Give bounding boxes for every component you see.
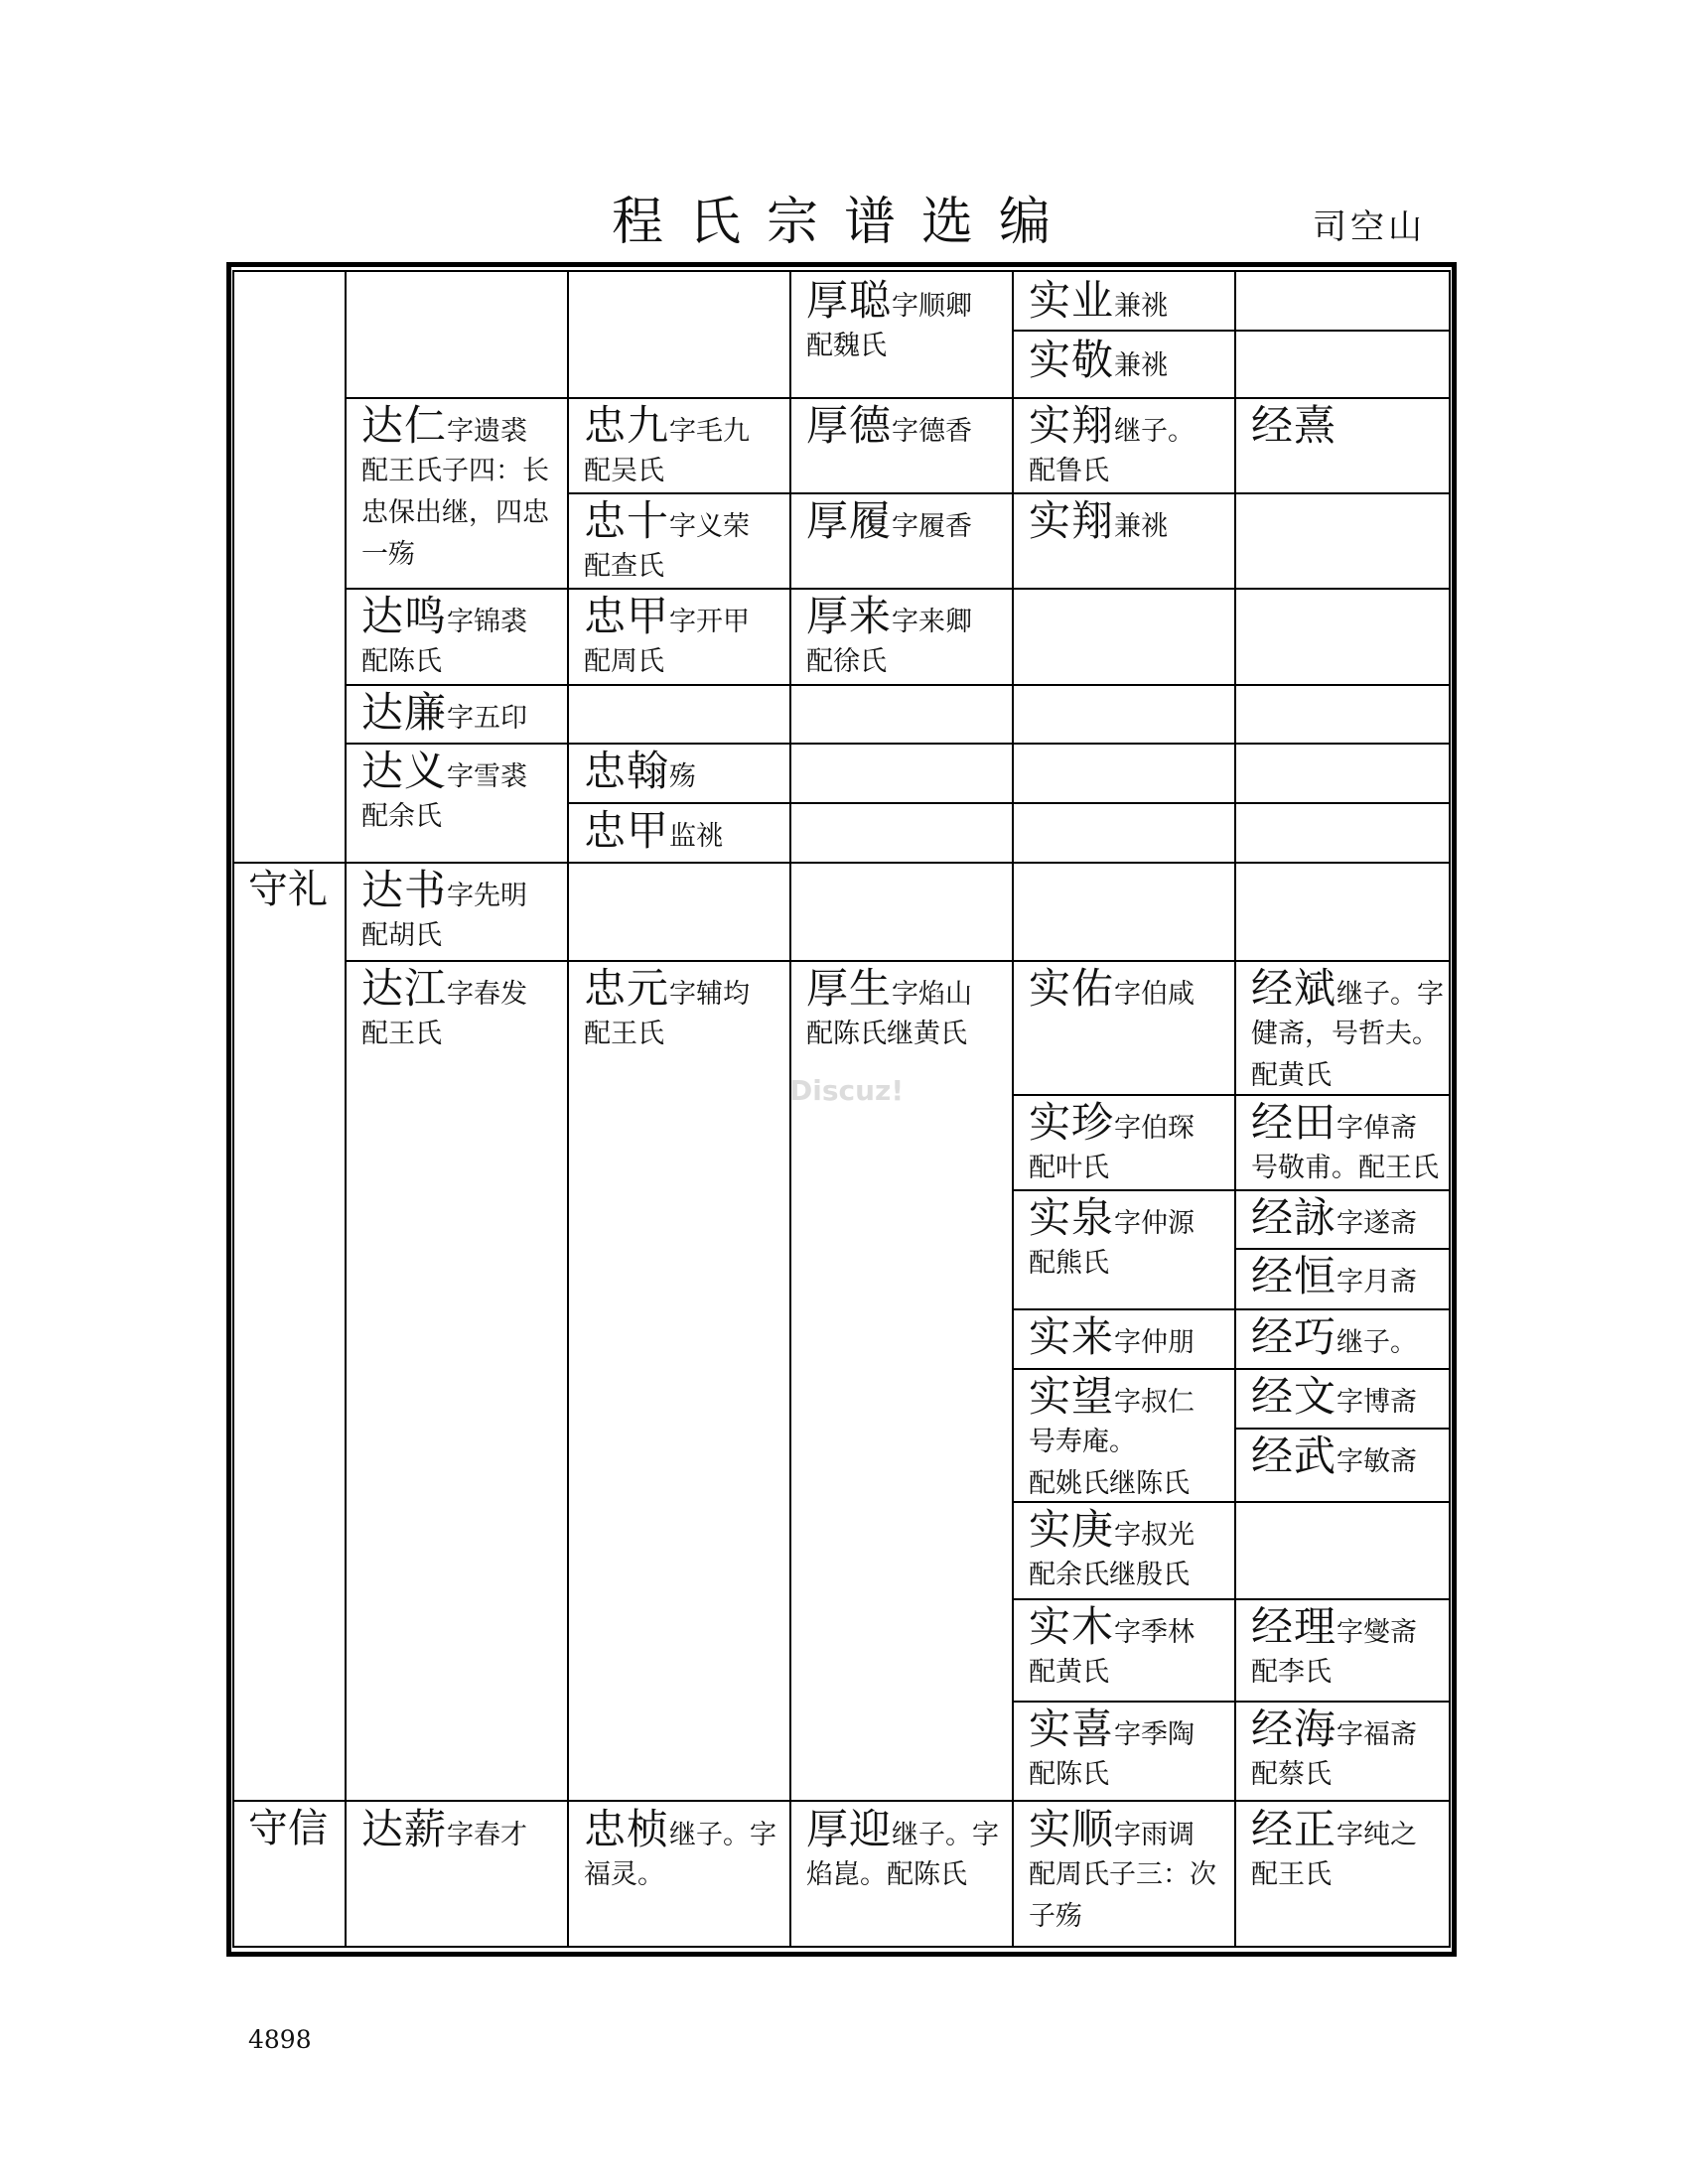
person-note: 字先明 xyxy=(447,881,528,911)
person-name: 守信 xyxy=(248,1806,328,1851)
person-note: 字燮斋 xyxy=(1336,1617,1418,1648)
person-detail: 配王氏 xyxy=(584,1019,664,1050)
person-detail: 配黄氏 xyxy=(1029,1657,1109,1689)
person-name: 忠桢 xyxy=(584,1805,670,1853)
person-name: 厚履 xyxy=(806,496,893,545)
col-divider xyxy=(567,271,569,1947)
person-entry xyxy=(361,866,527,957)
person-note: 字履香 xyxy=(892,511,973,542)
person-entry xyxy=(1029,1805,1216,1938)
person-note: 字福斋 xyxy=(1336,1719,1418,1750)
person-detail: 配王氏 xyxy=(361,1019,442,1050)
person-note: 继子。字 xyxy=(669,1820,777,1850)
person-note: 字月斋 xyxy=(1336,1267,1418,1297)
person-detail: 配熊氏 xyxy=(1029,1248,1109,1280)
person-name: 忠翰 xyxy=(584,747,670,795)
col-divider xyxy=(345,271,347,1947)
person-note: 字毛九 xyxy=(669,416,751,447)
row-divider xyxy=(346,588,1450,590)
person-entry xyxy=(584,401,750,492)
person-note: 字五印 xyxy=(447,703,528,734)
person-detail: 一殇 xyxy=(361,539,415,571)
person-detail: 配余氏 xyxy=(361,801,442,833)
person-note: 兼祧 xyxy=(1114,511,1169,542)
person-entry xyxy=(1251,1252,1417,1301)
person-entry xyxy=(361,1805,527,1854)
person-name: 实佑 xyxy=(1029,964,1115,1013)
person-entry xyxy=(584,964,750,1055)
person-entry xyxy=(1029,1705,1195,1796)
person-detail: 配王氏子四：长 xyxy=(361,456,549,487)
person-note: 字叔光 xyxy=(1114,1520,1196,1551)
person-note: 字义荣 xyxy=(669,511,751,542)
person-note: 继子。字 xyxy=(1336,979,1445,1010)
person-entry xyxy=(1251,1805,1417,1896)
person-entry xyxy=(584,592,750,683)
person-name: 忠元 xyxy=(584,964,670,1013)
person-note: 字季陶 xyxy=(1114,1719,1196,1750)
person-detail: 配吴氏 xyxy=(584,456,664,487)
person-note: 字仲源 xyxy=(1114,1208,1196,1239)
person-name: 厚聪 xyxy=(806,276,893,325)
person-detail: 配姚氏继陈氏 xyxy=(1029,1468,1190,1500)
person-entry xyxy=(1029,964,1195,1014)
person-entry xyxy=(1251,1705,1417,1796)
person-note: 字德香 xyxy=(892,416,973,447)
row-divider xyxy=(1235,1248,1450,1250)
person-name: 实木 xyxy=(1029,1602,1115,1651)
person-entry xyxy=(1029,1372,1195,1505)
person-entry xyxy=(1029,1193,1195,1285)
person-note: 字春才 xyxy=(447,1820,528,1850)
person-entry xyxy=(806,592,972,683)
person-name: 厚德 xyxy=(806,401,893,450)
person-entry xyxy=(1251,401,1336,451)
watermark: Discuz! xyxy=(789,1074,905,1107)
gen1-entry xyxy=(248,1805,328,1852)
person-entry xyxy=(1029,336,1168,385)
col-divider xyxy=(789,271,791,1947)
person-entry xyxy=(361,592,527,683)
person-detail: 配王氏 xyxy=(1251,1859,1332,1891)
person-entry xyxy=(1029,496,1168,546)
person-name: 厚生 xyxy=(806,964,893,1013)
person-note: 字纯之 xyxy=(1336,1820,1418,1850)
person-name: 忠九 xyxy=(584,401,670,450)
person-name: 经文 xyxy=(1251,1372,1337,1421)
person-detail: 配余氏继殷氏 xyxy=(1029,1560,1190,1591)
person-name: 经海 xyxy=(1251,1705,1337,1753)
row-divider xyxy=(1013,1308,1450,1310)
person-entry xyxy=(1251,1312,1417,1362)
person-detail: 配陈氏继黄氏 xyxy=(806,1019,967,1050)
person-entry xyxy=(1251,964,1444,1097)
col-divider xyxy=(1234,271,1236,1947)
person-name: 忠甲 xyxy=(584,592,670,640)
person-entry xyxy=(584,496,750,588)
person-entry xyxy=(1251,1193,1417,1243)
person-note: 继子。字 xyxy=(892,1820,1000,1850)
person-note: 字辅均 xyxy=(669,979,751,1010)
person-name: 实庚 xyxy=(1029,1505,1115,1554)
person-note: 字叔仁 xyxy=(1114,1387,1196,1418)
person-entry xyxy=(806,1805,999,1896)
person-note: 字遂斋 xyxy=(1336,1208,1418,1239)
person-entry xyxy=(361,401,549,576)
person-name: 经恒 xyxy=(1251,1252,1337,1300)
person-entry xyxy=(1251,1602,1417,1694)
person-name: 实泉 xyxy=(1029,1193,1115,1242)
person-name: 实翔 xyxy=(1029,496,1115,545)
person-detail: 配鲁氏 xyxy=(1029,456,1109,487)
person-entry xyxy=(806,401,972,451)
person-name: 实来 xyxy=(1029,1312,1115,1361)
row-divider xyxy=(1013,1368,1450,1370)
person-entry xyxy=(1029,1098,1195,1189)
person-detail: 健斋，号哲夫。 xyxy=(1251,1019,1439,1050)
person-detail: 配陈氏 xyxy=(361,646,442,678)
row-divider xyxy=(346,960,1450,962)
person-note: 继子。 xyxy=(1114,416,1196,447)
person-note: 字雨调 xyxy=(1114,1820,1196,1850)
person-entry xyxy=(806,496,972,546)
person-note: 字伯咸 xyxy=(1114,979,1196,1010)
person-detail: 号敬甫。配王氏 xyxy=(1251,1153,1439,1184)
person-name: 经熹 xyxy=(1251,401,1337,450)
person-entry xyxy=(1251,1432,1417,1481)
person-name: 实翔 xyxy=(1029,401,1115,450)
person-note: 字敏斋 xyxy=(1336,1446,1418,1477)
person-name: 达义 xyxy=(361,747,448,795)
person-detail: 配徐氏 xyxy=(806,646,887,678)
person-note: 字伯琛 xyxy=(1114,1113,1196,1144)
person-entry xyxy=(1029,401,1195,492)
person-name: 厚来 xyxy=(806,592,893,640)
person-name: 经武 xyxy=(1251,1432,1337,1480)
person-detail: 配周氏子三：次 xyxy=(1029,1859,1216,1891)
gen1-entry xyxy=(248,866,328,913)
person-entry xyxy=(361,747,527,838)
row-divider xyxy=(1013,1598,1450,1600)
person-entry xyxy=(584,806,723,856)
row-divider xyxy=(233,862,1450,864)
person-entry xyxy=(806,276,972,367)
person-detail: 配陈氏 xyxy=(1029,1759,1109,1791)
person-entry xyxy=(1029,1505,1195,1596)
person-entry xyxy=(584,1805,776,1896)
person-detail: 配魏氏 xyxy=(806,331,887,362)
person-name: 实敬 xyxy=(1029,336,1115,384)
person-detail: 配黄氏 xyxy=(1251,1060,1332,1092)
person-name: 忠甲 xyxy=(584,806,670,855)
person-name: 达廉 xyxy=(361,688,448,737)
person-name: 厚迎 xyxy=(806,1805,893,1853)
person-detail: 配蔡氏 xyxy=(1251,1759,1332,1791)
page-title: 程氏宗谱选编 xyxy=(611,193,1076,252)
row-divider xyxy=(568,802,1450,804)
person-note: 字开甲 xyxy=(669,607,751,637)
person-detail: 子殇 xyxy=(1029,1901,1082,1933)
person-entry xyxy=(1029,1602,1195,1694)
person-note: 字遗裘 xyxy=(447,416,528,447)
person-name: 达薪 xyxy=(361,1805,448,1853)
person-note: 监祧 xyxy=(669,821,724,852)
person-name: 经詠 xyxy=(1251,1193,1337,1242)
person-note: 字顺卿 xyxy=(892,291,973,322)
person-note: 字仲朋 xyxy=(1114,1327,1196,1358)
person-name: 忠十 xyxy=(584,496,670,545)
row-divider xyxy=(1013,330,1450,332)
person-name: 守礼 xyxy=(248,867,328,912)
person-note: 字焰山 xyxy=(892,979,973,1010)
person-name: 实顺 xyxy=(1029,1805,1115,1853)
person-name: 达江 xyxy=(361,964,448,1013)
person-entry xyxy=(584,747,696,796)
person-name: 达书 xyxy=(361,866,448,914)
person-entry xyxy=(1029,276,1168,326)
person-name: 实喜 xyxy=(1029,1705,1115,1753)
person-detail: 忠保出继，四忠 xyxy=(361,497,549,529)
row-divider xyxy=(346,684,1450,686)
col-divider xyxy=(1012,271,1014,1947)
person-note: 继子。 xyxy=(1336,1327,1418,1358)
person-name: 实业 xyxy=(1029,276,1115,325)
person-name: 实珍 xyxy=(1029,1098,1115,1147)
person-detail: 福灵。 xyxy=(584,1859,664,1891)
person-name: 经巧 xyxy=(1251,1312,1337,1361)
person-entry xyxy=(806,964,972,1055)
region-label: 司空山 xyxy=(1313,207,1426,247)
row-divider xyxy=(233,1800,1450,1802)
row-divider xyxy=(1235,1428,1450,1430)
person-detail: 号寿庵。 xyxy=(1029,1427,1136,1458)
person-note: 字来卿 xyxy=(892,607,973,637)
person-detail: 配胡氏 xyxy=(361,920,442,952)
person-name: 经斌 xyxy=(1251,964,1337,1013)
person-note: 字锦裘 xyxy=(447,607,528,637)
person-note: 字倬斋 xyxy=(1336,1113,1418,1144)
person-entry xyxy=(1029,1312,1195,1362)
person-name: 经理 xyxy=(1251,1602,1337,1651)
person-note: 字博斋 xyxy=(1336,1387,1418,1418)
person-name: 达鸣 xyxy=(361,592,448,640)
person-note: 兼祧 xyxy=(1114,291,1169,322)
person-name: 经正 xyxy=(1251,1805,1337,1853)
person-detail: 配叶氏 xyxy=(1029,1153,1109,1184)
person-note: 兼祧 xyxy=(1114,350,1169,381)
person-entry xyxy=(361,688,527,738)
row-divider xyxy=(1013,1701,1450,1703)
person-note: 字季林 xyxy=(1114,1617,1196,1648)
person-detail: 焰崑。配陈氏 xyxy=(806,1859,967,1891)
person-note: 字春发 xyxy=(447,979,528,1010)
row-divider xyxy=(346,743,1450,745)
person-name: 达仁 xyxy=(361,401,448,450)
person-name: 实望 xyxy=(1029,1372,1115,1421)
person-detail: 配查氏 xyxy=(584,551,664,583)
person-note: 字雪裘 xyxy=(447,761,528,792)
person-name: 经田 xyxy=(1251,1098,1337,1147)
row-divider xyxy=(346,397,1450,399)
page-number: 4898 xyxy=(248,2025,312,2054)
person-detail: 配李氏 xyxy=(1251,1657,1332,1689)
person-detail: 配周氏 xyxy=(584,646,664,678)
person-note: 殇 xyxy=(669,761,697,792)
person-entry xyxy=(1251,1098,1439,1189)
person-entry xyxy=(361,964,527,1055)
person-entry xyxy=(1251,1372,1417,1422)
